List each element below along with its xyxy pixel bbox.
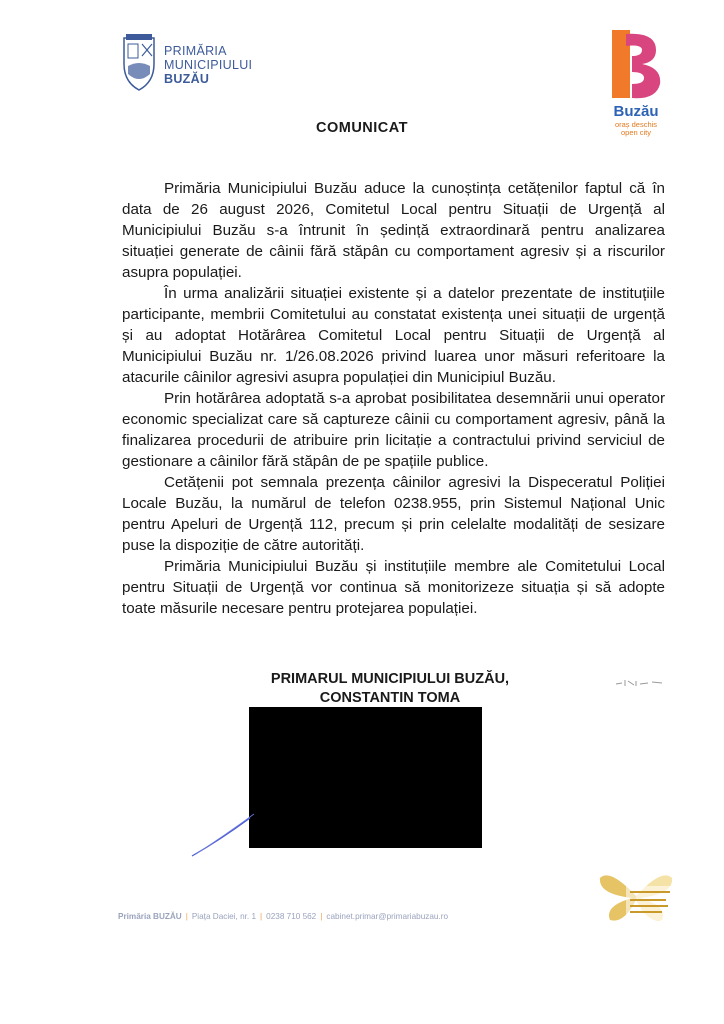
footer-email: cabinet.primar@primariabuzau.ro (326, 912, 449, 921)
redacted-signature-block (249, 707, 482, 848)
footer-phone: 0238 710 562 (266, 912, 317, 921)
paragraph-5: Primăria Municipiului Buzău și instituțiile membre ale Comitetului Local pentru Situații de Urgență vor continua să monitorizeze situația și să adopte toate măsurile necesare pentru protejarea populației. (122, 558, 665, 617)
buzau-logo-tagline-ro: oraș deschis (614, 120, 658, 129)
paragraph-1: Primăria Municipiului Buzău aduce la cunoștința cetățenilor faptul că în data de 26 august 2026, Comitetul Local pentru Situații de Urgență al Municipiului Buzău s-a întrunit în ședință extraordinară pentru analizarea situației generate de câinii fără stăpân cu comportament agresiv și a riscurilor asupra populației. (122, 180, 665, 281)
paragraph-3: Prin hotărârea adoptată s-a aprobat posibilitatea desemnării unui operator economic specializat care să captureze câinii cu comportament agresiv, până la finalizarea procedurii de atribuire prin licitație a contractului privind serviciul de gestionare a câinilor fără stăpân de pe spațiile publice. (122, 390, 665, 470)
municipality-name-line1: PRIMĂRIA (164, 44, 227, 58)
buzau-logo-name: Buzău (613, 103, 659, 120)
municipality-name-line3: BUZĂU (164, 72, 210, 86)
coat-of-arms-icon (118, 34, 160, 92)
butterfly-brand-icon (596, 866, 676, 926)
signature-name: CONSTANTIN TOMA (319, 690, 461, 706)
document-body (122, 178, 665, 619)
buzau-logo-tagline-en: open city (620, 128, 652, 137)
page-footer: Primăria BUZĂU | Piața Daciei, nr. 1 | 0238 710 562 | cabinet.primar@primariabuzau.ro (118, 912, 449, 921)
faint-stamp-mark-icon (614, 678, 664, 690)
signature-title: PRIMARUL MUNICIPIULUI BUZĂU, (270, 671, 510, 687)
footer-address: Piața Daciei, nr. 1 (191, 912, 257, 921)
footer-org: Primăria BUZĂU (118, 912, 182, 921)
paragraph-4: Cetățenii pot semnala prezența câinilor agresivi la Dispeceratul Poliției Locale Buzău, la numărul de telefon 0238.955, prin Sistemul Național Unic pentru Apeluri de Urgență 112, precum și prin celelalte modalități de sesizare puse la dispoziție de către autorități. (122, 474, 665, 554)
municipality-name-line2: MUNICIPIULUI (164, 58, 253, 72)
signature-scribble-icon (190, 810, 260, 860)
document-title: COMUNICAT (315, 120, 409, 136)
paragraph-2: În urma analizării situației existente și a datelor prezentate de instituțiile participante, membrii Comitetului au constatat existența unei situații de urgență și au adoptat Hotărârea Comitetul Local pentru Situații de Urgență al Municipiului Buzău nr. 1/26.08.2026 privind luarea unor măsuri referitoare la atacurile câinilor agresivi asupra populației din Municipiul Buzău. (122, 285, 665, 386)
